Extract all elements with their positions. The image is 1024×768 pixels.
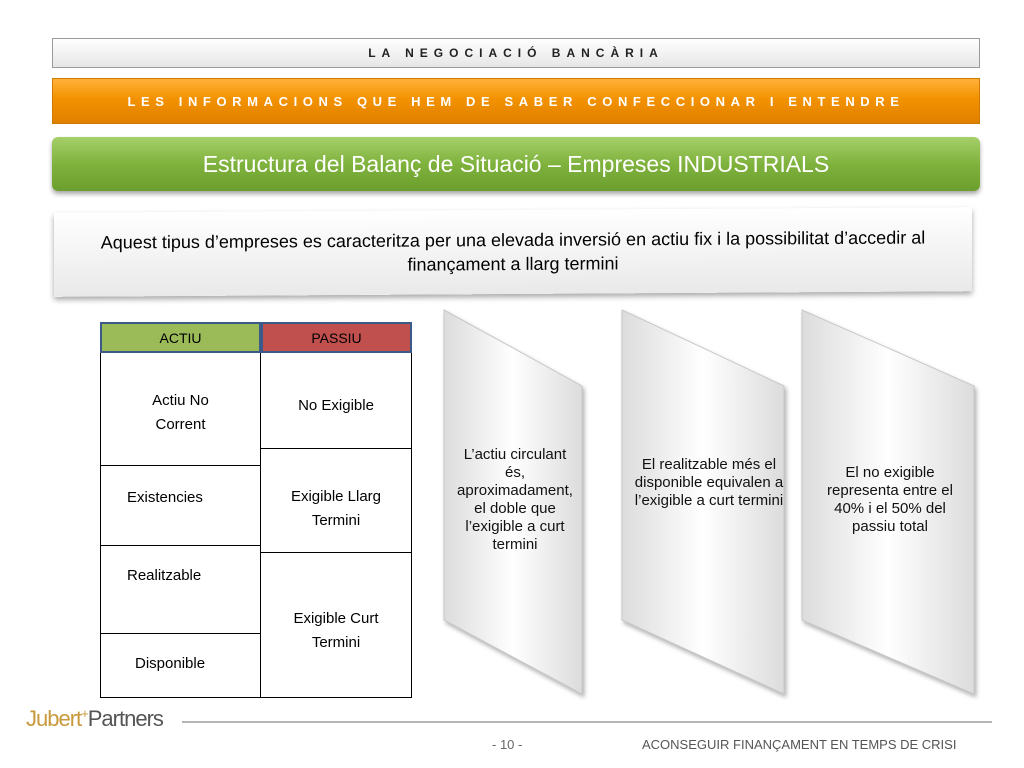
note-chevron-1 xyxy=(440,308,624,700)
subtitle-text: LES INFORMACIONS QUE HEM DE SABER CONFECCIONAR I ENTENDRE xyxy=(127,93,905,109)
subtitle-bar xyxy=(52,78,980,124)
row-divider xyxy=(101,545,260,546)
page-number: - 10 - xyxy=(492,737,523,752)
note-text-2: El realitzable més el disponible equivalen a l’exigible a curt termini xyxy=(634,456,784,509)
actiu-column xyxy=(100,353,261,698)
passiu-no-exigible: No Exigible xyxy=(298,397,374,414)
logo-plus: + xyxy=(81,706,88,721)
footer-caption: ACONSEGUIR FINANÇAMENT EN TEMPS DE CRISI xyxy=(642,737,957,752)
section-title: Estructura del Balanç de Situació – Empreses INDUSTRIALS xyxy=(202,150,830,177)
actiu-header xyxy=(100,322,261,353)
header-title-bar xyxy=(52,38,980,68)
passiu-header-label: PASSIU xyxy=(311,329,362,346)
note-text-1: L’actiu circulant és, aproximadament, el doble que l’exigible a curt termini xyxy=(457,446,573,553)
actiu-existencies: Existencies xyxy=(127,489,203,506)
note-chevron-3 xyxy=(800,308,984,700)
section-title-bar xyxy=(52,137,980,191)
row-divider xyxy=(101,633,260,634)
passiu-column xyxy=(260,353,412,698)
header-title: LA NEGOCIACIÓ BANCÀRIA xyxy=(368,46,664,60)
logo-second: Partners xyxy=(87,706,163,731)
intro-box xyxy=(54,207,972,297)
actiu-realitzable: Realitzable xyxy=(127,567,202,584)
passiu-exigible-llarg: Exigible Llarg Termini xyxy=(290,488,382,529)
passiu-header xyxy=(261,322,412,353)
row-divider xyxy=(261,448,411,449)
row-divider xyxy=(261,552,411,553)
actiu-disponible: Disponible xyxy=(135,655,206,672)
note-text-3: El no exigible representa entre el 40% i el 50% del passiu total xyxy=(827,464,953,535)
note-chevron-2 xyxy=(620,308,804,700)
passiu-exigible-curt: Exigible Curt Termini xyxy=(293,610,379,651)
jubert-partners-logo xyxy=(26,706,163,732)
row-divider xyxy=(101,465,260,466)
intro-text: Aquest tipus d’empreses es caracteritza per una elevada inversió en actiu fix i la possibilitat d’accedir al finançament a llarg termini xyxy=(100,227,926,275)
actiu-header-label: ACTIU xyxy=(159,329,202,346)
actiu-no-corrent: Actiu No Corrent xyxy=(152,392,209,433)
logo-main: Jubert xyxy=(26,706,82,731)
footer-divider xyxy=(182,721,992,723)
